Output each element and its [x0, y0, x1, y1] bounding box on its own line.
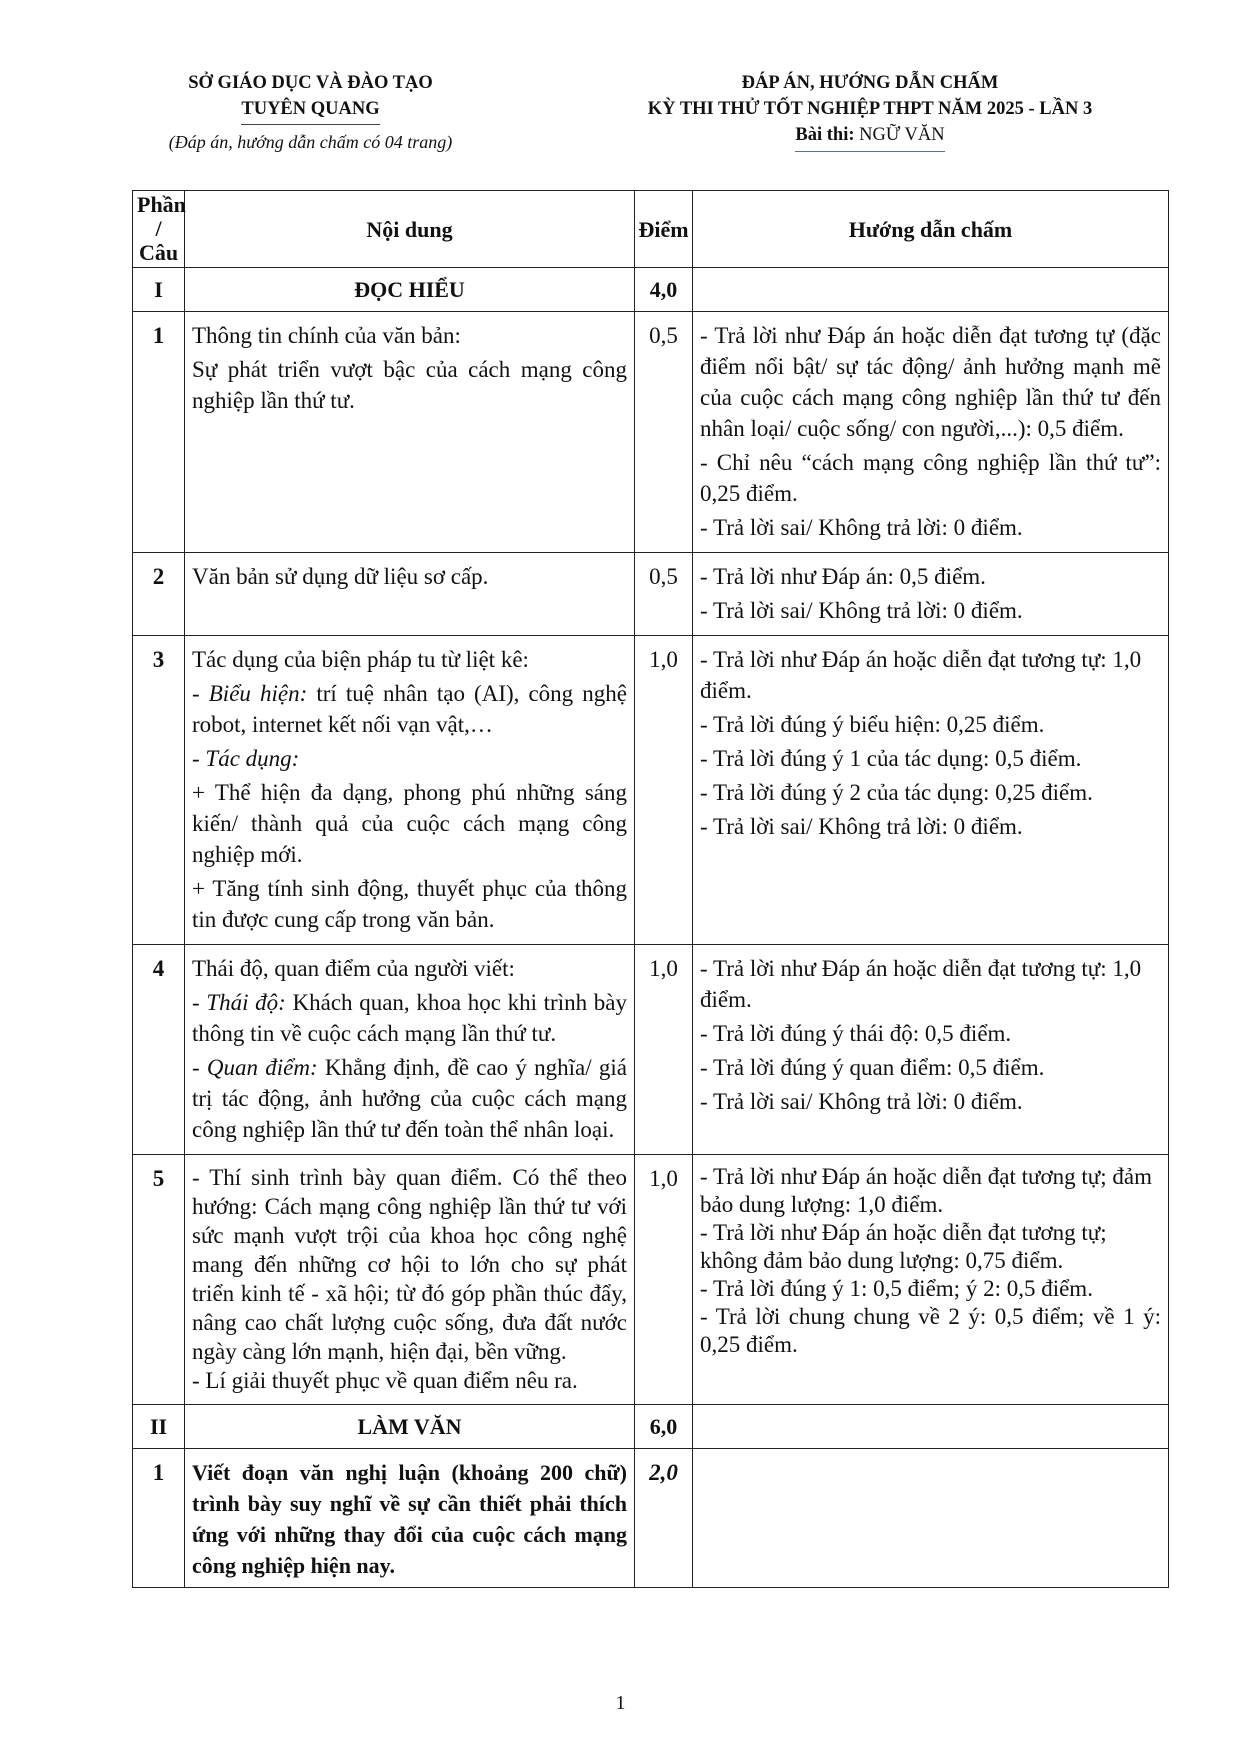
guide-line: - Trả lời đúng ý thái độ: 0,5 điểm.	[700, 1021, 1012, 1046]
guide-line: - Trả lời như Đáp án hoặc diễn đạt tương tự (đặc điểm nổi bật/ sự tác động/ ảnh hưởng mạnh mẽ của cuộc cách mạng công nghiệp lần thứ tư đến nhân loại/ cuộc sống/ con người,...): 0,5 điểm.	[700, 323, 1161, 441]
question-content	[185, 312, 635, 553]
header-part-line2: / Câu	[138, 216, 179, 265]
content-line: Thông tin chính của văn bản:	[192, 323, 461, 348]
guide-line: - Trả lời chung chung về 2 ý: 0,5 điểm; về 1 ý: 0,25 điểm.	[700, 1304, 1161, 1357]
guide-line: - Trả lời sai/ Không trả lời: 0 điểm.	[700, 515, 1023, 540]
subject-label: Bài thi:	[795, 125, 855, 145]
question-score: 1,0	[635, 1155, 693, 1405]
grading-guide	[693, 1155, 1169, 1405]
content-line: Thái độ, quan điểm của người viết:	[192, 956, 515, 981]
content-line: Sự phát triển vượt bậc của cách mạng công nghiệp lần thứ tư.	[192, 357, 627, 413]
exam-title: KỲ THI THỬ TỐT NGHIỆP THPT NĂM 2025 - LẦN 3	[647, 99, 1093, 119]
label-bieu-hien: - Biểu hiện:	[192, 681, 308, 706]
header-part	[133, 191, 185, 268]
subject-line	[795, 122, 944, 152]
department-name: SỞ GIÁO DỤC VÀ ĐÀO TẠO	[188, 73, 433, 93]
question-score: 2,0	[635, 1449, 693, 1588]
label-tac-dung: - Tác dụng:	[192, 746, 300, 771]
guide-line: - Trả lời sai/ Không trả lời: 0 điểm.	[700, 1089, 1023, 1114]
content-line	[192, 987, 627, 1049]
table-row	[133, 1155, 1169, 1405]
guide-line: - Trả lời đúng ý 2 của tác dụng: 0,25 điểm.	[700, 780, 1093, 805]
section-part: I	[133, 268, 185, 312]
guide-line: - Trả lời đúng ý 1: 0,5 điểm; ý 2: 0,5 điểm.	[700, 1276, 1093, 1301]
question-number: 1	[133, 312, 185, 553]
section-guide-empty	[693, 268, 1169, 312]
question-score: 0,5	[635, 312, 693, 553]
header-right	[600, 70, 1140, 152]
page-number: 1	[615, 1692, 626, 1714]
section-row	[133, 268, 1169, 312]
guide-line: - Trả lời như Đáp án hoặc diễn đạt tương tự; đảm bảo dung lượng: 1,0 điểm.	[700, 1164, 1153, 1217]
grading-guide-empty	[693, 1449, 1169, 1588]
guide-line: - Chỉ nêu “cách mạng công nghiệp lần thứ tư”: 0,25 điểm.	[700, 450, 1161, 506]
question-content	[185, 945, 635, 1155]
question-content	[185, 553, 635, 636]
header-content: Nội dung	[185, 191, 635, 268]
guide-line: - Trả lời như Đáp án hoặc diễn đạt tương tự; không đảm bảo dung lượng: 0,75 điểm.	[700, 1220, 1107, 1273]
content-line: - Lí giải thuyết phục về quan điểm nêu ra.	[192, 1368, 578, 1393]
content-line: Văn bản sử dụng dữ liệu sơ cấp.	[192, 564, 489, 589]
content-line: Tác dụng của biện pháp tu từ liệt kê:	[192, 647, 529, 672]
table-row	[133, 312, 1169, 553]
section-guide-empty	[693, 1405, 1169, 1449]
question-score: 0,5	[635, 553, 693, 636]
grading-guide	[693, 312, 1169, 553]
section-score: 6,0	[635, 1405, 693, 1449]
section-part: II	[133, 1405, 185, 1449]
label-quan-diem: - Quan điểm:	[192, 1055, 318, 1080]
content-line	[192, 1052, 627, 1145]
guide-line: - Trả lời sai/ Không trả lời: 0 điểm.	[700, 814, 1023, 839]
question-score: 1,0	[635, 636, 693, 945]
content-line: - Thí sinh trình bày quan điểm. Có thể theo hướng: Cách mạng công nghiệp lần thứ tư với sức mạnh vượt trội của khoa học công nghệ mang đến những cơ hội to lớn cho sự phát triển kinh tế - xã hội; từ đó góp phần thúc đẩy, nâng cao chất lượng cuộc sống, đưa đất nước ngày càng lớn mạnh, hiện đại, bền vững.	[192, 1165, 627, 1364]
grading-guide	[693, 636, 1169, 945]
page-count-note: (Đáp án, hướng dẫn chấm có 04 trang)	[168, 132, 453, 152]
question-number: 1	[133, 1449, 185, 1588]
table-header-row	[133, 191, 1169, 268]
text-bieu-hien: trí tuệ nhân tạo (AI), công nghệ robot, internet kết nối vạn vật,…	[192, 681, 627, 737]
text-quan-diem: Khẳng định, đề cao ý nghĩa/ giá trị tác động, ảnh hưởng của cuộc cách mạng công nghiệp lần thứ tư đến toàn thể nhân loại.	[192, 1055, 627, 1142]
question-number: 3	[133, 636, 185, 945]
header-score: Điểm	[635, 191, 693, 268]
section-title: ĐỌC HIỂU	[185, 268, 635, 312]
guide-line: - Trả lời đúng ý 1 của tác dụng: 0,5 điểm.	[700, 746, 1082, 771]
grading-guide	[693, 945, 1169, 1155]
guide-line: - Trả lời đúng ý biểu hiện: 0,25 điểm.	[700, 712, 1045, 737]
table-row	[133, 945, 1169, 1155]
header-guide: Hướng dẫn chấm	[693, 191, 1169, 268]
question-content	[185, 636, 635, 945]
question-number: 2	[133, 553, 185, 636]
question-number: 4	[133, 945, 185, 1155]
document-title: ĐÁP ÁN, HƯỚNG DẪN CHẤM	[741, 73, 999, 93]
question-score: 1,0	[635, 945, 693, 1155]
text-thai-do: Khách quan, khoa học khi trình bày thông tin về cuộc cách mạng lần thứ tư.	[192, 990, 627, 1046]
label-thai-do: - Thái độ:	[192, 990, 286, 1015]
content-line	[192, 678, 627, 740]
table-row	[133, 553, 1169, 636]
guide-line: - Trả lời đúng ý quan điểm: 0,5 điểm.	[700, 1055, 1045, 1080]
question-content	[185, 1155, 635, 1405]
content-line: + Tăng tính sinh động, thuyết phục của thông tin được cung cấp trong văn bản.	[192, 876, 627, 932]
guide-line: - Trả lời sai/ Không trả lời: 0 điểm.	[700, 598, 1023, 623]
province-name: TUYÊN QUANG	[241, 96, 379, 125]
question-content: Viết đoạn văn nghị luận (khoảng 200 chữ) trình bày suy nghĩ về sự cần thiết phải thích ứng với những thay đổi của cuộc cách mạng công nghiệp hiện nay.	[185, 1449, 635, 1588]
content-line: + Thể hiện đa dạng, phong phú những sáng kiến/ thành quả của cuộc cách mạng công nghiệp mới.	[192, 780, 627, 867]
guide-line: - Trả lời như Đáp án: 0,5 điểm.	[700, 564, 986, 589]
guide-line: - Trả lời như Đáp án hoặc diễn đạt tương tự: 1,0 điểm.	[700, 956, 1142, 1012]
header-left	[138, 70, 483, 159]
guide-line: - Trả lời như Đáp án hoặc diễn đạt tương tự: 1,0 điểm.	[700, 647, 1142, 703]
header-part-line1: Phần	[137, 192, 186, 217]
subject-name: NGỮ VĂN	[859, 125, 945, 145]
section-score: 4,0	[635, 268, 693, 312]
section-title: LÀM VĂN	[185, 1405, 635, 1449]
section-row	[133, 1405, 1169, 1449]
table-row	[133, 636, 1169, 945]
question-number: 5	[133, 1155, 185, 1405]
grading-table	[132, 190, 1169, 1588]
table-row	[133, 1449, 1169, 1588]
grading-guide	[693, 553, 1169, 636]
